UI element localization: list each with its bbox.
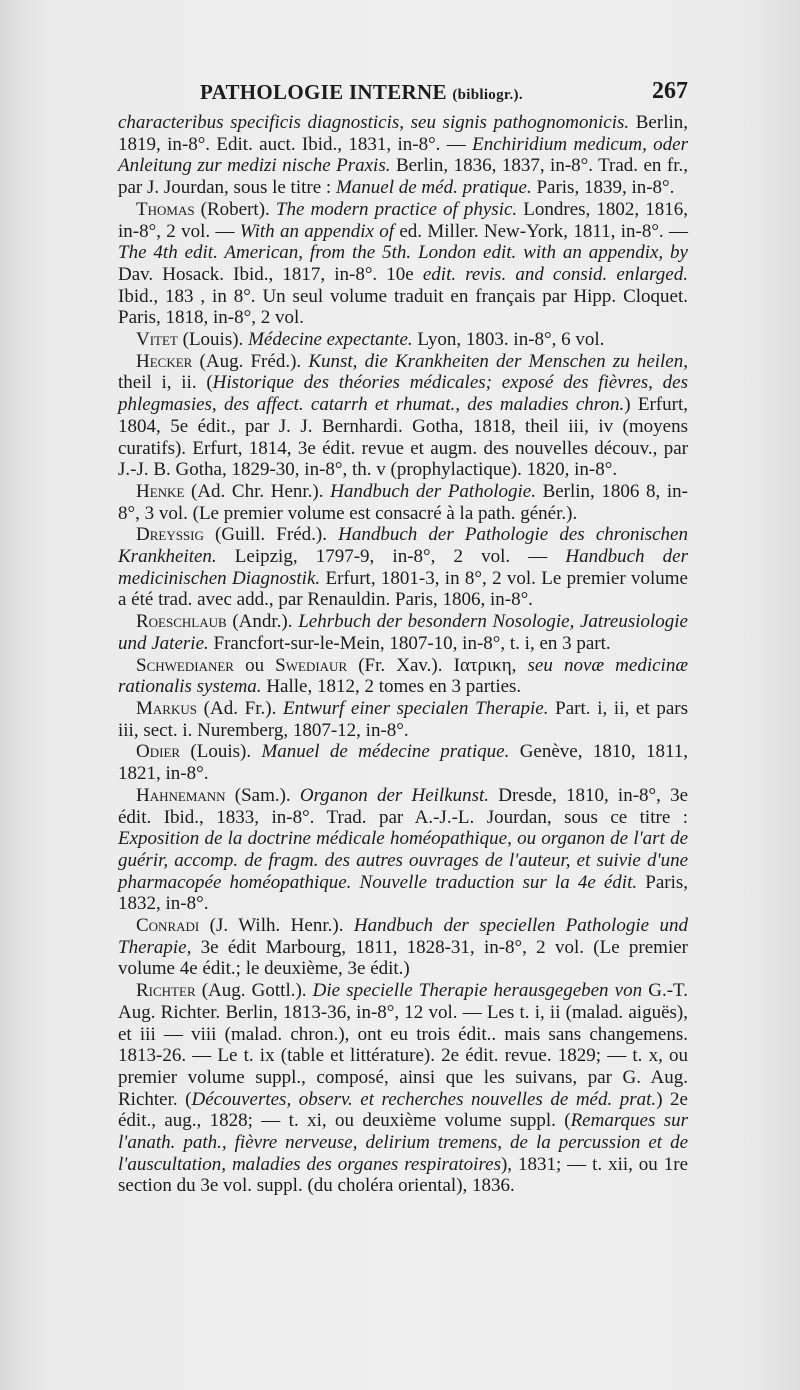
entry-text: Berlin, 1806 8, in-8°, 3 vol. (Le premier volume est consacré à la path. génér.). [118,480,688,524]
entry-author: Vitet [136,329,178,351]
entry-title: Historique des théories médicales; exposé des fièvres, des phlegmasies, des affect. catarrh et rhumat., des maladies chron. [118,372,688,416]
entry-title: Exposition de la doctrine médicale homéopathique, ou organon de l'art de guérir, accomp. de fragm. des autres ouvrages de l'auteur, et suivie d'une pharmacopée homéopathique. Nouvelle traduction sur la 4e édit. [118,828,688,893]
entry-text: (Louis). [180,741,262,763]
running-title-sub: (bibliogr.). [452,87,523,103]
bibliography-entry [118,655,688,698]
entry-title: Enchiridium medicum, oder Anleitung zur medizi nische Praxis. [118,133,688,177]
entry-title: Organon der Heilkunst. [299,784,490,806]
entry-title: Manuel de méd. pratique. [335,177,532,199]
bibliography-entry [118,199,688,329]
entry-author: Hahnemann [136,784,226,806]
entry-title: Remarques sur l'anath. path., fièvre nerveuse, delirium tremens, de la percussion et de l'auscultation, maladies des organes respiratoires [118,1110,688,1175]
entry-title: edit. revis. and consid. enlarged. [422,263,688,285]
entry-text: Berlin, 1819, in-8°. Edit. auct. Ibid., 1831, in-8°. — [118,112,688,155]
entry-text: (Sam.). [225,784,300,806]
entry-text: ), 1831; — t. xii, ou 1re section du 3e vol. suppl. (du choléra oriental), 1836. [118,1153,688,1197]
entry-text: (Aug. Gottl.). [195,980,313,1002]
entry-title: Handbuch der medicinischen Diagnostik. [118,546,688,589]
entry-title: Manuel de médecine pratique. [261,741,510,763]
entry-author: Dreyssig [136,524,204,546]
entry-text: Halle, 1812, 2 tomes en 3 parties. [261,676,522,698]
entry-text: Erfurt, 1801-3, in 8°, 2 vol. Le premier volume a été trad. avec add., par Renauldin. Paris, 1806, in-8°. [118,567,688,611]
entry-text: ) Erfurt, 1804, 5e édit., par J. J. Bernhardi. Gotha, 1818, theil iii, iv (moyens curatifs). Erfurt, 1814, 3e édit. revue et augm. des nouvelles découv., par J.-J. B. Gotha, 1829-30, in-8°, th. v (prophylactique). 1820, in-8°. [118,394,688,481]
entry-title: seu novæ medicinæ rationalis systema. [118,654,688,698]
entry-text: Genève, 1810, 1811, 1821, in-8°. [118,741,688,785]
entry-text: (Andr.). [226,611,299,633]
entry-author: Roeschlaub [136,611,227,633]
entry-title: Lehrbuch der besondern Nosologie, Jatreusiologie und Jaterie. [118,611,688,654]
entry-author: Conradi [136,915,200,937]
entry-text: Berlin, 1836, 1837, in-8°. Trad. en fr., par J. Jourdan, sous le titre : [118,155,688,199]
page-number: 267 [652,78,688,104]
entry-text: Dresde, 1810, in-8°, 3e édit. Ibid., 1833, in-8°. Trad. par A.-J.-L. Jourdan, sous ce titre : [118,784,689,828]
entry-text: (Guill. Fréd.). [203,524,339,546]
entry-text: Londres, 1802, 1816, in-8°, 2 vol. — [118,198,688,242]
entry-text: (Ad. Fr.). [196,697,284,719]
entry-title: Die specielle Therapie herausgegeben von [312,980,643,1002]
bibliography-text [118,112,688,1197]
entry-title: Kunst, die Krankheiten der Menschen zu heilen, [308,350,688,372]
running-title-main: PATHOLOGIE INTERNE [200,80,447,104]
entry-text: 3e édit Marbourg, 1811, 1828-31, in-8°, 2 vol. (Le premier volume 4e édit.; le deuxième, 3e édit.) [118,936,688,980]
entry-text: ed. Miller. New-York, 1811, in-8°. — [394,220,688,242]
entry-title: The modern practice of physic. [275,198,518,220]
entry-title: Médecine expectante. [248,329,413,351]
entry-text: (Louis). [177,329,249,351]
entry-text: Ibid., 183 , in 8°. Un seul volume traduit en français par Hipp. Cloquet. Paris, 1818, in-8°, 2 vol. [118,285,688,329]
entry-author: Richter [136,980,196,1002]
entry-text: Part. i, ii, et pars iii, sect. i. Nuremberg, 1807-12, in-8°. [118,697,688,741]
bibliography-entry [118,329,688,351]
entry-title: With an appendix of [239,220,395,242]
bibliography-entry [118,915,688,980]
entry-author: Markus [136,697,197,719]
running-head [118,80,688,108]
entry-author: Odier [136,741,181,763]
bibliography-entry [118,698,688,741]
entry-title: Handbuch der Pathologie des chronischen Krankheiten. [118,524,688,568]
entry-text: (J. Wilh. Henr.). [199,915,354,937]
entry-author: Hecker [136,350,193,372]
entry-author: Swediaur [275,654,348,676]
entry-author: Schwedianer [136,654,234,676]
entry-author: Thomas [136,198,195,220]
entry-text: Lyon, 1803. in-8°, 6 vol. [412,329,605,351]
entry-text: (Ad. Chr. Henr.). [184,480,331,502]
bibliography-entry [118,481,688,524]
entry-text: (Robert). [194,198,276,220]
entry-author: Henke [136,480,185,502]
bibliography-entry [118,611,688,654]
entry-title: Handbuch der Pathologie. [330,480,536,502]
entry-title: The 4th edit. American, from the 5th. London edit. with an appendix, by [118,242,688,264]
bibliography-entry [118,980,688,1197]
bibliography-entry [118,524,688,611]
entry-title: Handbuch der speciellen Pathologie und Therapie, [118,915,688,958]
entry-title: Découvertes, observ. et recherches nouvelles de méd. prat. [191,1088,657,1110]
bibliography-entry [118,351,688,481]
entry-text: Francfort-sur-le-Mein, 1807-10, in-8°, t. i, en 3 part. [208,632,611,654]
entry-title: Entwurf einer specialen Therapie. [283,697,549,719]
bibliography-entry [118,112,688,199]
entry-text: Leipzig, 1797-9, in-8°, 2 vol. — [216,546,566,568]
entry-text: Dav. Hosack. Ibid., 1817, in-8°. 10e [118,263,423,285]
entry-text: ) 2e édit., aug., 1828; — t. xi, ou deuxième volume suppl. ( [118,1088,688,1132]
entry-text: Paris, 1832, in-8°. [118,871,688,915]
bibliography-entry [118,785,688,915]
entry-text: theil i, ii. ( [118,372,213,394]
entry-text: Paris, 1839, in-8°. [531,177,675,199]
entry-text: (Fr. Xav.). Ιατρικη, [347,654,528,676]
entry-text: G.-T. Aug. Richter. Berlin, 1813-36, in-8°, 12 vol. — Les t. i, ii (malad. aiguës), et iii — viii (malad. chron.), ont eu trois édit.. mais sans changemens. 1813-26. — Le t. ix (table et littérature). 2e édit. revue. 1829; — t. x, ou premier volume suppl., composé, ainsi que les suivans, par G. Aug. Richter. ( [118,980,688,1110]
bibliography-entry [118,741,688,784]
entry-text: (Aug. Fréd.). [192,350,309,372]
entry-text: ou [233,654,276,676]
running-title [200,80,523,105]
entry-title: characteribus specificis diagnosticis, seu signis pathognomonicis. [118,112,630,133]
